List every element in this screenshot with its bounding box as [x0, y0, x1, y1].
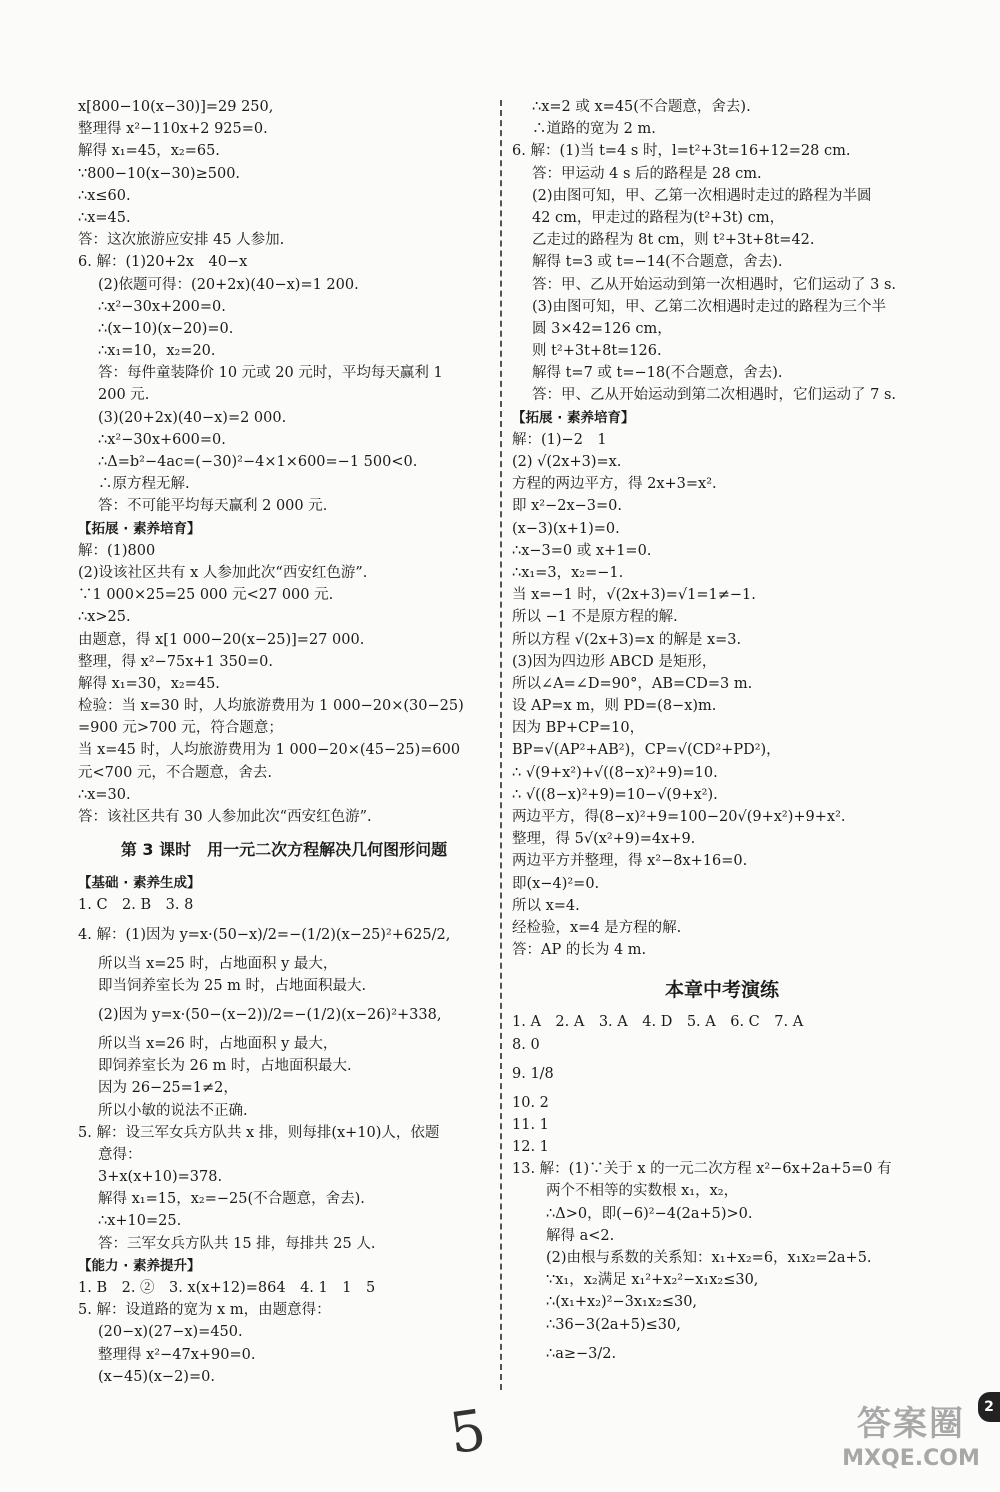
text-line: 当 x=45 时，人均旅游费用为 1 000−20×(45−25)=600 — [78, 742, 461, 759]
text-line: ∵800−10(x−30)≥500. — [78, 165, 241, 182]
text-line: 两边平方，得(8−x)²+9=100−20√(9+x²)+9+x². — [512, 809, 846, 825]
text-line: 即 x²−2x−3=0. — [512, 498, 623, 515]
text-line: 12. 1 — [512, 1139, 549, 1156]
text-line: 答：甲、乙从开始运动到第二次相遇时，它们运动了 7 s. — [532, 387, 896, 404]
text-line: (3)(20+2x)(40−x)=2 000. — [98, 409, 287, 426]
text-line: 11. 1 — [512, 1116, 549, 1133]
text-line: 即饲养室长为 26 m 时，占地面积最大. — [98, 1058, 352, 1075]
text-line: 13. 解：(1)∵关于 x 的一元二次方程 x²−6x+2a+5=0 有 — [512, 1161, 892, 1178]
left-column — [78, 96, 490, 1388]
section-heading: 【拓展 · 素养培育】 — [78, 520, 201, 537]
text-line: 乙走过的路程为 8t cm，则 t²+3t+8t=42. — [532, 232, 815, 249]
text-line: BP=√(AP²+AB²)，CP=√(CD²+PD²)， — [512, 742, 781, 759]
section-heading: 【基础 · 素养生成】 — [78, 875, 201, 892]
text-line: 42 cm，甲走过的路程为(t²+3t) cm， — [532, 209, 785, 226]
text-line: (3)由图可知，甲、乙第二次相遇时走过的路程为三个半 — [532, 298, 887, 315]
text-line: (2)由根与系数的关系知：x₁+x₂=6，x₁x₂=2a+5. — [546, 1250, 872, 1266]
text-line: 即(x−4)²=0. — [512, 875, 600, 892]
text-line: 由题意，得 x[1 000−20(x−25)]=27 000. — [78, 631, 365, 648]
text-line: 两个不相等的实数根 x₁，x₂， — [546, 1183, 739, 1200]
text-line: ∴(x−10)(x−20)=0. — [98, 320, 234, 337]
right-column — [512, 96, 932, 1372]
text-line: 元<700 元，不合题意，舍去. — [78, 764, 273, 781]
text-line: ∴x=45. — [78, 209, 131, 226]
page-number: 2 — [978, 1392, 1000, 1422]
text-line: (x−45)(x−2)=0. — [98, 1368, 215, 1385]
text-line: 方程的两边平方，得 2x+3=x². — [512, 476, 717, 493]
text-line: 解：(1)−2 1 — [512, 431, 607, 448]
text-line: 答：这次旅游应安排 45 人参加. — [78, 232, 285, 249]
text-line: 所以当 x=25 时，占地面积 y 最大， — [98, 955, 338, 972]
text-line: 答：AP 的长为 4 m. — [512, 942, 647, 959]
text-line: ∴a≥−3/2. — [546, 1345, 617, 1362]
text-line: ∴x+10=25. — [98, 1213, 182, 1230]
text-line: 解得 a<2. — [546, 1227, 615, 1244]
text-line: 整理，得 x²−75x+1 350=0. — [78, 653, 274, 670]
text-line: 答：甲运动 4 s 后的路程是 28 cm. — [532, 165, 762, 182]
text-line: 答：甲、乙从开始运动到第一次相遇时，它们运动了 3 s. — [532, 276, 896, 293]
text-line: ∵1 000×25=25 000 元<27 000 元. — [78, 587, 334, 604]
text-line: 所以∠A=∠D=90°，AB=CD=3 m. — [512, 675, 753, 692]
text-line: 整理得 x²−47x+90=0. — [98, 1346, 256, 1363]
text-line: 解：(1)800 — [78, 542, 156, 559]
lesson-title: 本章中考演练 — [664, 979, 779, 1002]
text-line: 解得 t=7 或 t=−18(不合题意，舍去). — [532, 365, 783, 382]
watermark-url: MXQE.COM — [842, 1446, 980, 1471]
text-line: 解得 t=3 或 t=−14(不合题意，舍去). — [532, 254, 783, 271]
text-line: 1. A 2. A 3. A 4. D 5. A 6. C 7. A — [512, 1014, 804, 1031]
text-line: ∴x²−30x+200=0. — [98, 298, 226, 315]
text-line: 因为 BP+CP=10， — [512, 720, 645, 737]
text-line: 检验：当 x=30 时，人均旅游费用为 1 000−20×(30−25) — [78, 698, 464, 715]
text-line: 8. 0 — [512, 1036, 540, 1053]
text-line: 设 AP=x m，则 PD=(8−x)m. — [512, 698, 717, 715]
text-line: 3+x(x+10)=378. — [98, 1169, 223, 1186]
text-line: ∴x₁=10，x₂=20. — [98, 343, 216, 360]
text-line: (x−3)(x+1)=0. — [512, 520, 620, 537]
text-line: ∴原方程无解. — [98, 476, 190, 493]
text-line: ∴ √((8−x)²+9)=10−√(9+x²). — [512, 786, 718, 803]
text-line: (2) √(2x+3)=x. — [512, 454, 622, 470]
section-heading: 【能力 · 素养提升】 — [78, 1257, 201, 1274]
text-line: ∴道路的宽为 2 m. — [532, 121, 656, 138]
text-line: ∴x=2 或 x=45(不合题意，舍去). — [532, 99, 751, 115]
column-divider — [500, 100, 502, 1390]
text-line: 5. 解：设三军女兵方队共 x 排，则每排(x+10)人，依题 — [78, 1124, 440, 1141]
text-line: (2)因为 y=x·(50−(x−2))/2=−(1/2)(x−26)²+338, — [98, 1006, 442, 1023]
text-line: 200 元. — [98, 387, 150, 404]
text-line: 整理得 x²−110x+2 925=0. — [78, 121, 268, 138]
text-line: 6. 解：(1)20+2x 40−x — [78, 254, 248, 271]
text-line: 圆 3×42=126 cm， — [532, 320, 672, 337]
text-line: 所以小敏的说法不正确. — [98, 1102, 248, 1119]
text-line: ∴ √(9+x²)+√((8−x)²+9)=10. — [512, 764, 718, 781]
text-line: 5. 解：设道路的宽为 x m，由题意得： — [78, 1302, 331, 1319]
text-line — [512, 961, 932, 969]
text-line: 4. 解：(1)因为 y=x·(50−x)/2=−(1/2)(x−25)²+625/2, — [78, 926, 451, 943]
text-line: x[800−10(x−30)]=29 250, — [78, 99, 274, 115]
text-line: 经检验，x=4 是方程的解. — [512, 919, 682, 936]
text-line: ∴x₁=3，x₂=−1. — [512, 564, 624, 581]
text-line: ∴x≤60. — [78, 187, 131, 204]
text-line: 答：每件童装降价 10 元或 20 元时，平均每天赢利 1 — [98, 365, 443, 382]
section-heading: 【拓展 · 素养培育】 — [512, 409, 635, 426]
text-line: 所以 x=4. — [512, 897, 580, 914]
text-line: (3)因为四边形 ABCD 是矩形， — [512, 653, 717, 670]
lesson-title: 第 3 课时 用一元二次方程解决几何图形问题 — [120, 840, 448, 860]
text-line: (20−x)(27−x)=450. — [98, 1324, 243, 1341]
text-line: (2)设该社区共有 x 人参加此次“西安红色游”. — [78, 564, 368, 581]
text-line: 则 t²+3t+8t=126. — [532, 343, 662, 360]
text-line: 答：三军女兵方队共 15 排，每排共 25 人. — [98, 1235, 376, 1252]
text-line: 1. B 2. ② 3. x(x+12)=864 4. 1 1 5 — [78, 1280, 376, 1296]
text-line: (2)由图可知，甲、乙第一次相遇时走过的路程为半圆 — [532, 187, 872, 204]
text-line: ∴x²−30x+600=0. — [98, 431, 226, 448]
text-line: 两边平方并整理，得 x²−8x+16=0. — [512, 853, 748, 870]
text-line: ∴x>25. — [78, 609, 131, 626]
text-line: 1. C 2. B 3. 8 — [78, 897, 194, 914]
text-line: 解得 x₁=15，x₂=−25(不合题意，舍去). — [98, 1191, 365, 1208]
handwritten-mark: 5 — [445, 1397, 490, 1468]
text-line: 10. 2 — [512, 1094, 549, 1111]
text-line: 解得 x₁=30，x₂=45. — [78, 675, 220, 692]
text-line: 意得： — [98, 1146, 142, 1163]
watermark-logo-text: 答案圈 — [857, 1404, 965, 1444]
text-line: 因为 26−25=1≠2， — [98, 1080, 238, 1097]
text-line: 整理，得 5√(x²+9)=4x+9. — [512, 831, 696, 848]
text-line: ∴x=30. — [78, 786, 131, 803]
text-line: 所以 −1 不是原方程的解. — [512, 609, 678, 626]
text-line: ∴x−3=0 或 x+1=0. — [512, 542, 652, 559]
text-line: (2)依题可得：(20+2x)(40−x)=1 200. — [98, 276, 359, 293]
text-line: 9. 1/8 — [512, 1065, 554, 1082]
text-line: 所以当 x=26 时，占地面积 y 最大， — [98, 1035, 338, 1052]
text-line: ∴36−3(2a+5)≤30, — [546, 1316, 681, 1333]
text-line: 答：不可能平均每天赢利 2 000 元. — [98, 498, 328, 515]
text-line: 6. 解：(1)当 t=4 s 时，l=t²+3t=16+12=28 cm. — [512, 143, 851, 160]
text-line: 答：该社区共有 30 人参加此次“西安红色游”. — [78, 809, 372, 825]
text-line: 即当饲养室长为 25 m 时，占地面积最大. — [98, 977, 367, 994]
text-line: 所以方程 √(2x+3)=x 的解是 x=3. — [512, 631, 742, 648]
text-line: ∴(x₁+x₂)²−3x₁x₂≤30, — [546, 1294, 698, 1311]
text-line: ∴Δ=b²−4ac=(−30)²−4×1×600=−1 500<0. — [98, 454, 418, 470]
text-line: ∵x₁，x₂满足 x₁²+x₂²−x₁x₂≤30, — [546, 1272, 759, 1289]
text-line: =900 元>700 元，符合题意； — [78, 720, 283, 737]
text-line: 解得 x₁=45，x₂=65. — [78, 143, 220, 160]
text-line: 当 x=−1 时，√(2x+3)=√1=1≠−1. — [512, 587, 756, 604]
text-line: ∴Δ>0，即(−6)²−4(2a+5)>0. — [546, 1205, 753, 1222]
site-watermark — [836, 1402, 986, 1482]
